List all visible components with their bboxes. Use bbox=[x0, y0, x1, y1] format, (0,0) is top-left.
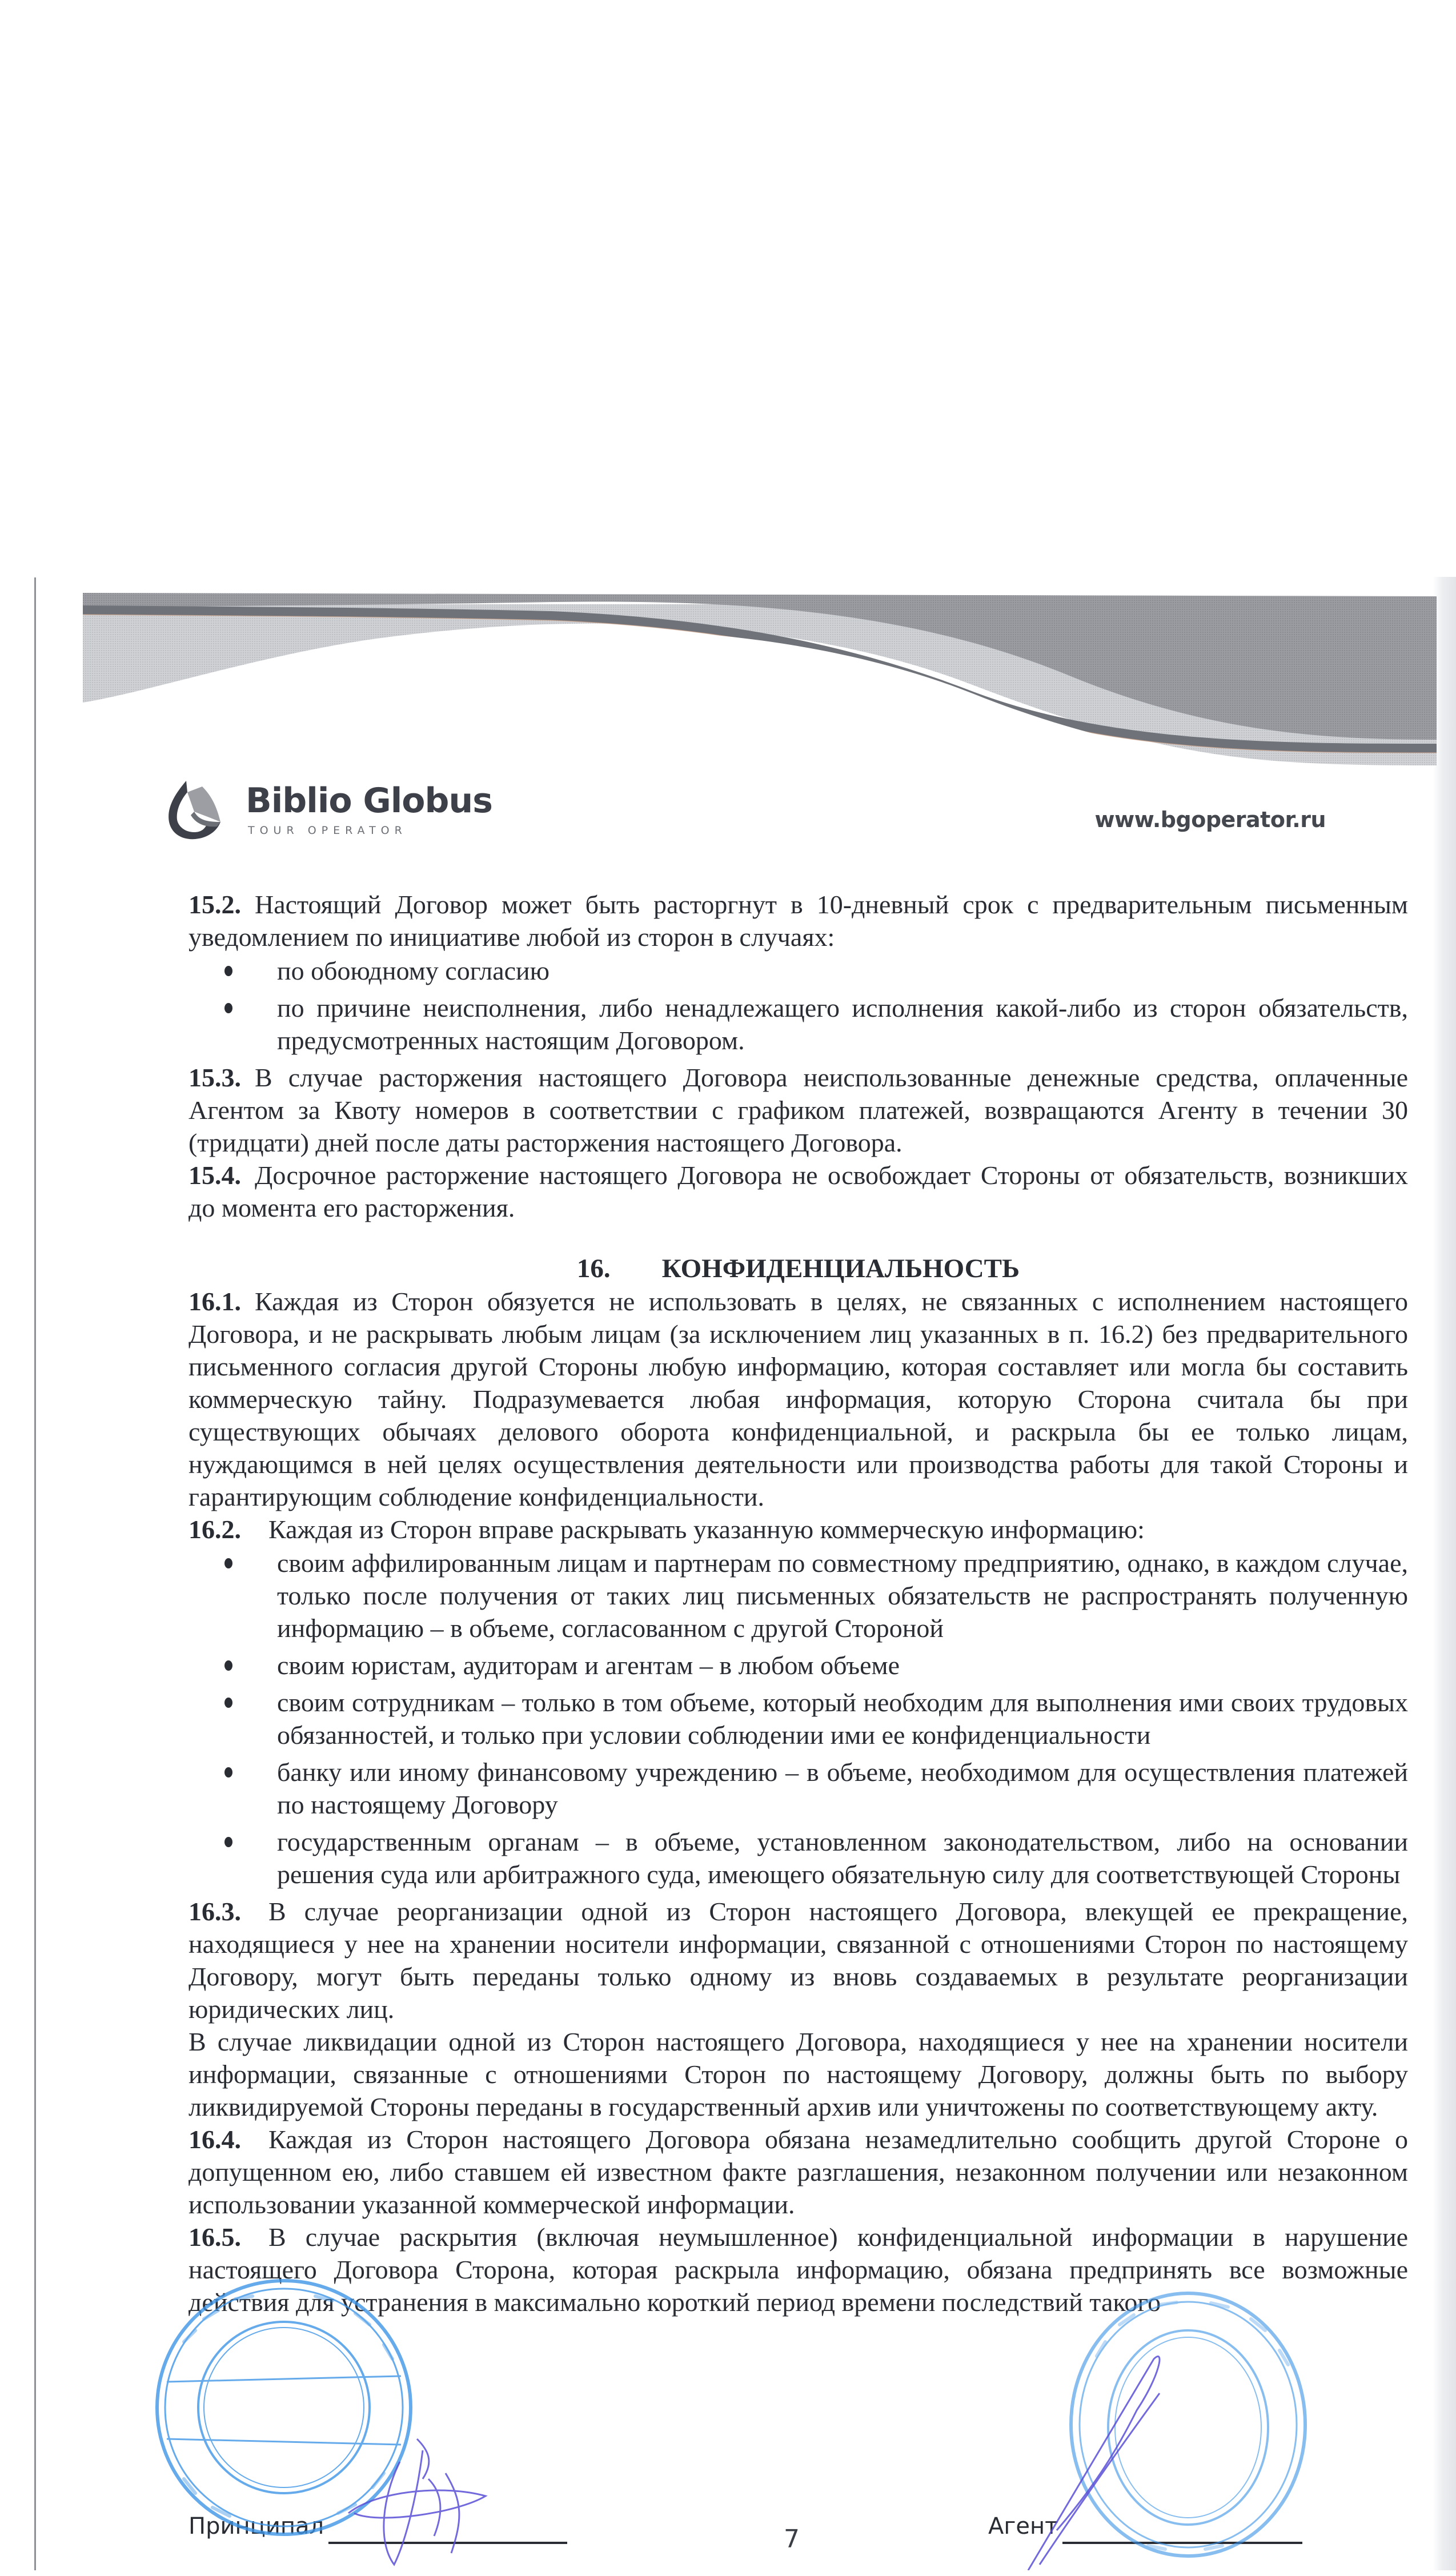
principal-signature-line bbox=[328, 2542, 567, 2544]
clause-number: 15.3. bbox=[188, 1063, 241, 1092]
clause-16-2 bbox=[188, 1513, 1408, 1546]
clause-16-5 bbox=[188, 2221, 1408, 2318]
clause-number: 16.3. bbox=[188, 1897, 241, 1926]
clause-15-3 bbox=[188, 1061, 1408, 1159]
clause-text: Каждая из Сторон настоящего Договора обязана незамедлительно сообщить другой Стороне о допущенном ею, либо ставшем ей известном факте разглашения, незаконном получении или незаконном использовании указанной коммерческой информации. bbox=[188, 2125, 1408, 2219]
list-item: банку или иному финансовому учреждению – в объеме, необходимом для осуществления платежей по настоящему Договору bbox=[277, 1756, 1408, 1821]
page-left-edge bbox=[34, 577, 36, 2570]
list-item: своим юристам, аудиторам и агентам – в любом объеме bbox=[277, 1649, 1408, 1682]
clause-15-2-list bbox=[188, 954, 1408, 1057]
list-item: по причине неисполнения, либо ненадлежащего исполнения какой-либо из сторон обязательств, предусмотренных настоящим Договором. bbox=[277, 992, 1408, 1057]
brand-name: Biblio Globus bbox=[246, 781, 492, 821]
section-number: 16. bbox=[576, 1254, 611, 1283]
clause-text: Досрочное расторжение настоящего Договора не освобождает Стороны от обязательств, возникших до момента его расторжения. bbox=[188, 1161, 1408, 1222]
clause-text: Каждая из Сторон обязуется не использовать в целях, не связанных с исполнением настоящего Договора, и не раскрывать любым лицам (за исключением лиц указанных в п. 16.2) без предварительного письменного согласия другой Стороны любую информацию, которая составляет или могла бы составить коммерческую тайну. Подразумевается любая информация, которую Сторона считала бы при существующих обычаях делового оборота конфиденциальной, и раскрыла бы ее только лицам, нуждающимся в ней целях осуществления деятельности или производства работы для такой Стороны и гарантирующим соблюдение конфиденциальности. bbox=[188, 1287, 1408, 1511]
website-url: www.bgoperator.ru bbox=[1094, 807, 1326, 832]
list-item: по обоюдному согласию bbox=[277, 954, 1408, 987]
principal-signature bbox=[331, 2427, 503, 2576]
clause-text: В случае расторжения настоящего Договора неиспользованные денежные средства, оплаченные Агентом за Квоту номеров в соответствии с графиком платежей, возвращаются Агенту в течении 30 (тридцати) дней после даты расторжения настоящего Договора. bbox=[188, 1063, 1408, 1157]
brand-tagline: TOUR OPERATOR bbox=[248, 824, 407, 837]
header-wave-banner bbox=[83, 577, 1437, 765]
clause-text: В случае реорганизации одной из Сторон настоящего Договора, влекущей ее прекращение, находящиеся у нее на хранении носители информации, связанной с отношениями Сторон по настоящему Договору, могут быть переданы только одному из вновь создаваемых в результате реорганизации юридических лиц. bbox=[188, 1897, 1408, 2024]
clause-number: 16.5. bbox=[188, 2222, 241, 2252]
agent-signature-line bbox=[1062, 2542, 1302, 2544]
brand-logo bbox=[165, 774, 492, 842]
clause-16-3 bbox=[188, 1895, 1408, 2025]
document-body bbox=[188, 888, 1408, 2318]
clause-number: 15.4. bbox=[188, 1161, 241, 1190]
agent-label: Агент bbox=[988, 2513, 1058, 2539]
clause-number: 15.2. bbox=[188, 890, 241, 919]
clause-text: Настоящий Договор может быть расторгнут в 10-дневный срок с предварительным письменным уведомлением по инициативе любой из сторон в случаях: bbox=[188, 890, 1408, 952]
clause-number: 16.1. bbox=[188, 1287, 241, 1316]
list-item: своим аффилированным лицам и партнерам по совместному предприятию, однако, в каждом случае, только после получения от таких лиц письменных обязательств не распространять полученную информацию – в объеме, согласованном с другой Стороной bbox=[277, 1547, 1408, 1644]
clause-number: 16.2. bbox=[188, 1515, 241, 1544]
clause-16-3-continuation: В случае ликвидации одной из Сторон настоящего Договора, находящиеся у нее на хранении носители информации, связанные с отношениями Сторон по настоящему Договору, должны быть по выбору ликвидируемой Стороны переданы в государственный архив или уничтожены по соответствующему акту. bbox=[188, 2027, 1408, 2121]
page-number: 7 bbox=[784, 2525, 800, 2554]
list-item: своим сотрудникам – только в том объеме, который необходим для выполнения ими своих трудовых обязанностей, и только при условии соблюдении ими ее конфиденциальности bbox=[277, 1686, 1408, 1751]
clause-16-2-list bbox=[188, 1547, 1408, 1891]
page-right-shadow bbox=[1433, 577, 1456, 2570]
clause-text: Каждая из Сторон вправе раскрывать указанную коммерческую информацию: bbox=[268, 1515, 1145, 1544]
section-heading bbox=[188, 1253, 1408, 1285]
list-item: государственным органам – в объеме, установленном законодательством, либо на основании решения суда или арбитражного суда, имеющего обязательную силу для соответствующей Стороны bbox=[277, 1825, 1408, 1891]
clause-15-4 bbox=[188, 1159, 1408, 1224]
clause-number: 16.4. bbox=[188, 2125, 241, 2154]
principal-label: Принципал bbox=[188, 2513, 324, 2539]
biblio-globus-logo-icon bbox=[165, 774, 233, 842]
clause-16-4 bbox=[188, 2123, 1408, 2221]
clause-15-2 bbox=[188, 888, 1408, 953]
clause-16-1 bbox=[188, 1285, 1408, 1513]
section-title: КОНФИДЕНЦИАЛЬНОСТЬ bbox=[661, 1254, 1020, 1283]
clause-text: В случае раскрытия (включая неумышленное) конфиденциальной информации в нарушение настоящего Договора Сторона, которая раскрыла информацию, обязана предпринять все возможные действия для устранения в максимально короткий период времени последствий такого bbox=[188, 2222, 1408, 2317]
